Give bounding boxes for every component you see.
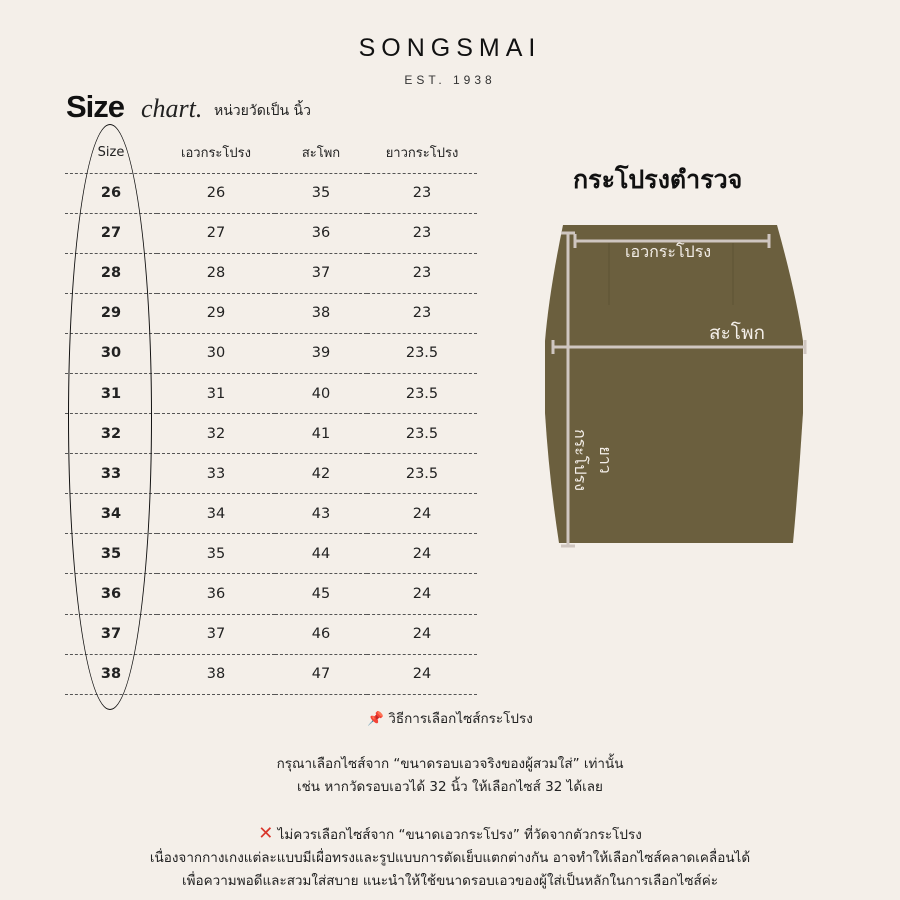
cell-skirt-length: 24 xyxy=(367,574,477,614)
warning-note xyxy=(0,822,900,893)
size-column-oval xyxy=(68,124,152,710)
header-size: Size xyxy=(97,145,125,161)
cell-skirt-length: 24 xyxy=(367,654,477,694)
cell-size: 34 xyxy=(65,494,157,534)
cell-skirt-waist: 34 xyxy=(157,494,275,534)
header-skirt-waist: เอวกระโปรง xyxy=(181,146,251,162)
cell-skirt-waist: 26 xyxy=(157,173,275,213)
cell-size: 33 xyxy=(65,454,157,494)
cell-skirt-waist: 33 xyxy=(157,454,275,494)
brand-est-year: EST. 1938 xyxy=(404,73,496,87)
header-skirt-length: ยาวกระโปรง xyxy=(385,146,459,162)
cell-skirt-waist: 35 xyxy=(157,534,275,574)
size-guide-title-line xyxy=(0,707,900,729)
warning-line-2: เนื่องจากกางเกงแต่ละแบบมีเผื่อทรงและรูปแบบการตัดเย็บแตกต่างกัน อาจทำให้เลือกไซส์คลาดเคลื่อนได้ xyxy=(149,850,751,866)
unit-note: หน่วยวัดเป็น นิ้ว xyxy=(214,103,311,119)
cell-size: 27 xyxy=(65,213,157,253)
size-guide-title: วิธีการเลือกไซส์กระโปรง xyxy=(388,711,533,727)
cell-size: 37 xyxy=(65,614,157,654)
cell-skirt-length: 23.5 xyxy=(367,454,477,494)
cell-skirt-waist: 32 xyxy=(157,414,275,454)
cell-hip: 45 xyxy=(275,574,367,614)
warning-line-1: ไม่ควรเลือกไซส์จาก “ขนาดเอวกระโปรง” ที่วัดจากตัวกระโปรง xyxy=(277,827,642,843)
waist-label: เอวกระโปรง xyxy=(625,242,712,261)
cell-hip: 37 xyxy=(275,253,367,293)
cell-skirt-waist: 38 xyxy=(157,654,275,694)
cell-skirt-length: 23.5 xyxy=(367,373,477,413)
cell-hip: 36 xyxy=(275,213,367,253)
cell-skirt-length: 24 xyxy=(367,494,477,534)
size-heading: Size xyxy=(66,89,125,124)
cell-skirt-length: 24 xyxy=(367,534,477,574)
cell-hip: 43 xyxy=(275,494,367,534)
cell-hip: 47 xyxy=(275,654,367,694)
cross-mark-icon: ✕ xyxy=(258,823,274,844)
choose-line-1: กรุณาเลือกไซส์จาก “ขนาดรอบเอวจริงของผู้สวมใส่” เท่านั้น xyxy=(276,756,624,772)
cell-skirt-waist: 29 xyxy=(157,293,275,333)
cell-skirt-waist: 36 xyxy=(157,574,275,614)
cell-skirt-waist: 28 xyxy=(157,253,275,293)
cell-size: 31 xyxy=(65,373,157,413)
cell-size: 36 xyxy=(65,574,157,614)
diagram-title: กระโปรงตำรวจ xyxy=(573,165,743,194)
cell-hip: 38 xyxy=(275,293,367,333)
cell-hip: 35 xyxy=(275,173,367,213)
hip-label: สะโพก xyxy=(709,322,766,344)
warning-line-3: เพื่อความพอดีและสวมใส่สบาย แนะนำให้ใช้ขนาดรอบเอวของผู้ใส่เป็นหลักในการเลือกไซส์ค่ะ xyxy=(181,873,719,889)
cell-hip: 41 xyxy=(275,414,367,454)
cell-skirt-length: 23 xyxy=(367,293,477,333)
cell-skirt-waist: 31 xyxy=(157,373,275,413)
brand-logo-name: SONGSMAI xyxy=(358,34,542,62)
cell-skirt-waist: 27 xyxy=(157,213,275,253)
header-hip: สะโพก xyxy=(301,146,341,162)
cell-size: 26 xyxy=(65,173,157,213)
cell-skirt-length: 23.5 xyxy=(367,414,477,454)
cell-skirt-length: 23 xyxy=(367,173,477,213)
cell-hip: 46 xyxy=(275,614,367,654)
cell-size: 29 xyxy=(65,293,157,333)
cell-skirt-length: 23 xyxy=(367,253,477,293)
cell-size: 28 xyxy=(65,253,157,293)
chart-heading-script: chart. xyxy=(141,94,203,123)
cell-skirt-length: 23.5 xyxy=(367,333,477,373)
cell-hip: 42 xyxy=(275,454,367,494)
cell-skirt-waist: 30 xyxy=(157,333,275,373)
cell-size: 35 xyxy=(65,534,157,574)
choose-size-note xyxy=(0,753,900,799)
cell-size: 32 xyxy=(65,414,157,454)
cell-skirt-length: 23 xyxy=(367,213,477,253)
cell-size: 38 xyxy=(65,654,157,694)
cell-hip: 40 xyxy=(275,373,367,413)
cell-hip: 44 xyxy=(275,534,367,574)
cell-skirt-length: 24 xyxy=(367,614,477,654)
skirt-diagram xyxy=(541,223,811,553)
cell-size: 30 xyxy=(65,333,157,373)
cell-hip: 39 xyxy=(275,333,367,373)
cell-skirt-waist: 37 xyxy=(157,614,275,654)
pushpin-icon: 📌 xyxy=(367,711,384,727)
choose-line-2: เช่น หากวัดรอบเอวได้ 32 นิ้ว ให้เลือกไซส์ 32 ได้เลย xyxy=(297,779,603,795)
length-label: ยาวกระโปรง xyxy=(571,428,615,492)
